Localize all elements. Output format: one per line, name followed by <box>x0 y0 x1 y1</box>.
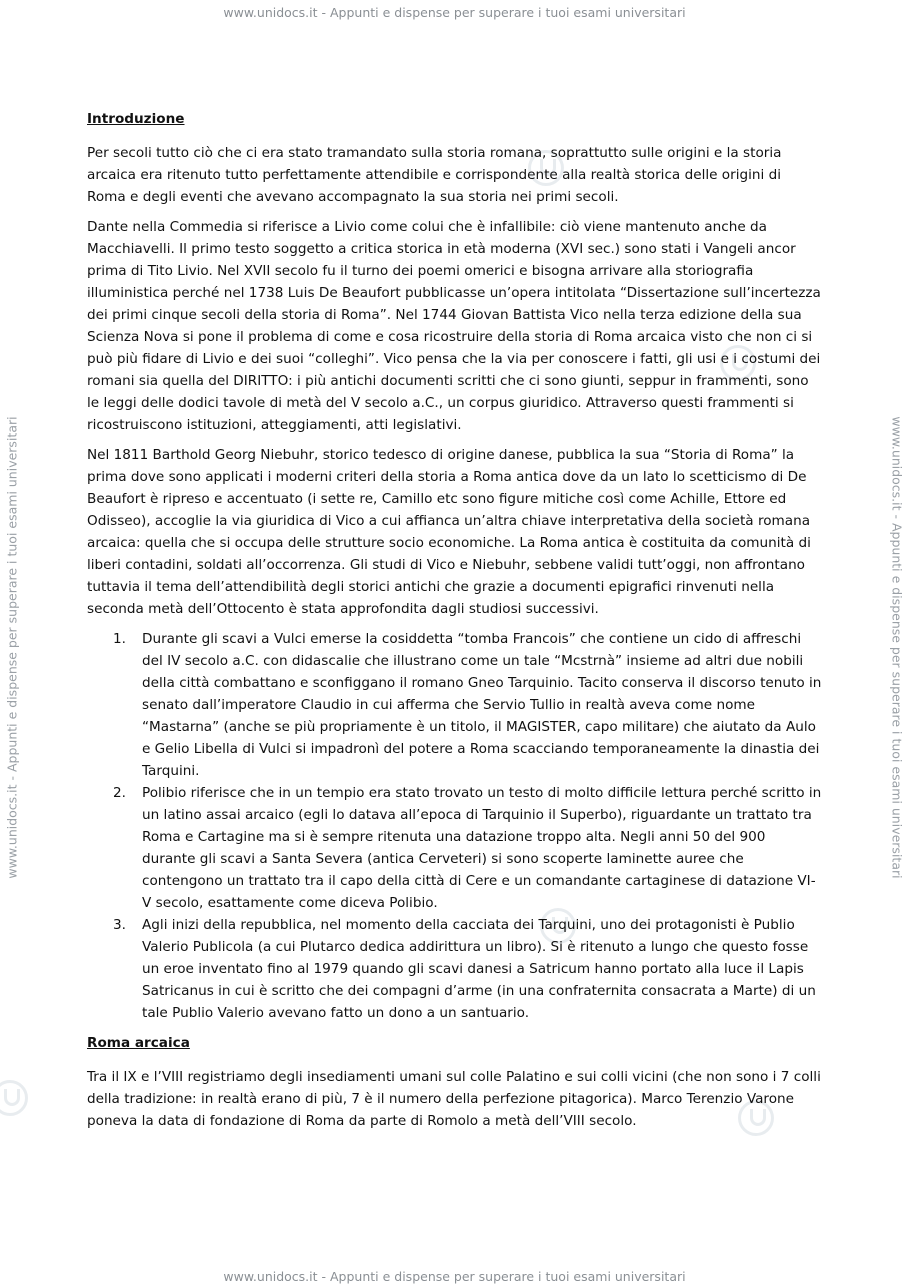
list-item-number: 3. <box>113 917 126 933</box>
list-item <box>87 782 822 914</box>
list-item-text: Polibio riferisce che in un tempio era stato trovato un testo di molto difficile lettura perché scritto in un latino assai arcaico (egli lo datava all’epoca di Tarquinio il Superbo), riguardante un trattato tra Roma e Cartagine ma si è sempre ritenuta una datazione troppo alta. Negli anni 50 del 900 durante gli scavi a Santa Severa (antica Cerveteri) si sono scoperte laminette auree che contengono un trattato tra il capo della città di Cere e un comandante cartaginese di datazione VI-V secolo, esattamente come diceva Polibio. <box>142 785 822 911</box>
section-heading: Introduzione <box>87 111 185 127</box>
numbered-list <box>87 628 822 1024</box>
paragraph: Nel 1811 Barthold Georg Niebuhr, storico tedesco di origine danese, pubblica la sua “Storia di Roma” la prima dove sono applicati i moderni criteri della storia a Roma antica dove da un lato lo scetticismo di De Beaufort è ripreso e accentuato (i sette re, Camillo etc sono figure mitiche così come Achille, Ettore ed Odisseo), accoglie la via giuridica di Vico a cui affianca un’altra chiave interpretativa della società romana arcaica: quella che si occupa delle strutture socio economiche. La Roma antica è costituita da comunità di liberi contadini, soldati all’occorrenza. Gli studi di Vico e Niebuhr, sebbene validi tutt’oggi, non affrontano tuttavia il tema dell’attendibilità degli storici antichi che grazie a documenti epigrafici rinvenuti nella seconda metà dell’Ottocento è stata approfondita dagli studiosi successivi. <box>87 447 811 617</box>
list-item-number: 2. <box>113 785 126 801</box>
watermark-header: www.unidocs.it - Appunti e dispense per superare i tuoi esami universitari <box>223 5 686 20</box>
list-item-number: 1. <box>113 631 126 647</box>
paragraph: Tra il IX e l’VIII registriamo degli insediamenti umani sul colle Palatino e sui colli vicini (che non sono i 7 colli della tradizione: in realtà erano di più, 7 è il numero della perfezione pitagorica). Marco Terenzio Varone poneva la data di fondazione di Roma da parte di Romolo a metà dell’VIII secolo. <box>87 1069 821 1129</box>
document-body <box>87 108 822 1140</box>
list-item-text: Agli inizi della repubblica, nel momento della cacciata dei Tarquini, uno dei protagonisti è Publio Valerio Publicola (a cui Plutarco dedica addirittura un libro). Si è ritenuto a lungo che questo fosse un eroe inventato fino al 1979 quando gli scavi danesi a Satricum hanno portato alla luce il Lapis Satricanus in cui è scritto che dei compagni d’arme (in una confraternita consacrata a Marte) di un tale Publio Valerio avevano fatto un dono a un santuario. <box>142 917 816 1021</box>
watermark-left: www.unidocs.it - Appunti e dispense per superare i tuoi esami universitari <box>4 416 20 879</box>
paragraph: Per secoli tutto ciò che ci era stato tramandato sulla storia romana, soprattutto sulle origini e la storia arcaica era ritenuto tutto perfettamente attendibile e corrispondente alla realtà storica delle origini di Roma e degli eventi che avevano accompagnato la sua storia nei primi secoli. <box>87 145 782 205</box>
watermark-right: www.unidocs.it - Appunti e dispense per superare i tuoi esami universitari <box>889 416 905 879</box>
list-item-text: Durante gli scavi a Vulci emerse la cosiddetta “tomba Francois” che contiene un cido di affreschi del IV secolo a.C. con didascalie che illustrano come un tale “Mcstrnà” insieme ad altri due nobili della città combattano e sconfiggano il romano Gneo Tarquinio. Tacito conserva il discorso tenuto in senato dall’imperatore Claudio in cui afferma che Servio Tullio in realtà aveva come nome “Mastarna” (anche se più propriamente è un titolo, il MAGISTER, capo militare) che aiutato da Aulo e Gelio Libella di Vulci si impadronì del potere a Roma scacciando temporaneamente la dinastia dei Tarquini. <box>142 631 822 779</box>
list-item <box>87 914 822 1024</box>
section-heading: Roma arcaica <box>87 1035 190 1051</box>
paragraph: Dante nella Commedia si riferisce a Livio come colui che è infallibile: ciò viene mantenuto anche da Macchiavelli. Il primo testo soggetto a critica storica in età moderna (XVI sec.) sono stati i Vangeli ancor prima di Tito Livio. Nel XVII secolo fu il turno dei poemi omerici e bisogna arrivare alla storiografia illuministica perché nel 1738 Luis De Beaufort pubblicasse un’opera intitolata “Dissertazione sull’incertezza dei primi cinque secoli della storia di Roma”. Nel 1744 Giovan Battista Vico nella terza edizione della sua Scienza Nova si pone il problema di come e cosa ricostruire della storia di Roma arcaica visto che non ci si può più fidare di Livio e dei suoi “colleghi”. Vico pensa che la via per conoscere i fatti, gli usi e i costumi dei romani sia quella del DIRITTO: i più antichi documenti scritti che ci sono giunti, seppur in frammenti, sono le leggi delle dodici tavole di metà del V secolo a.C., un corpus giuridico. Attraverso questi frammenti si ricostruiscono istituzioni, atteggiamenti, atti legislativi. <box>87 219 821 433</box>
watermark-logo-icon <box>0 1080 28 1116</box>
list-item <box>87 628 822 782</box>
watermark-footer: www.unidocs.it - Appunti e dispense per superare i tuoi esami universitari <box>223 1269 686 1284</box>
